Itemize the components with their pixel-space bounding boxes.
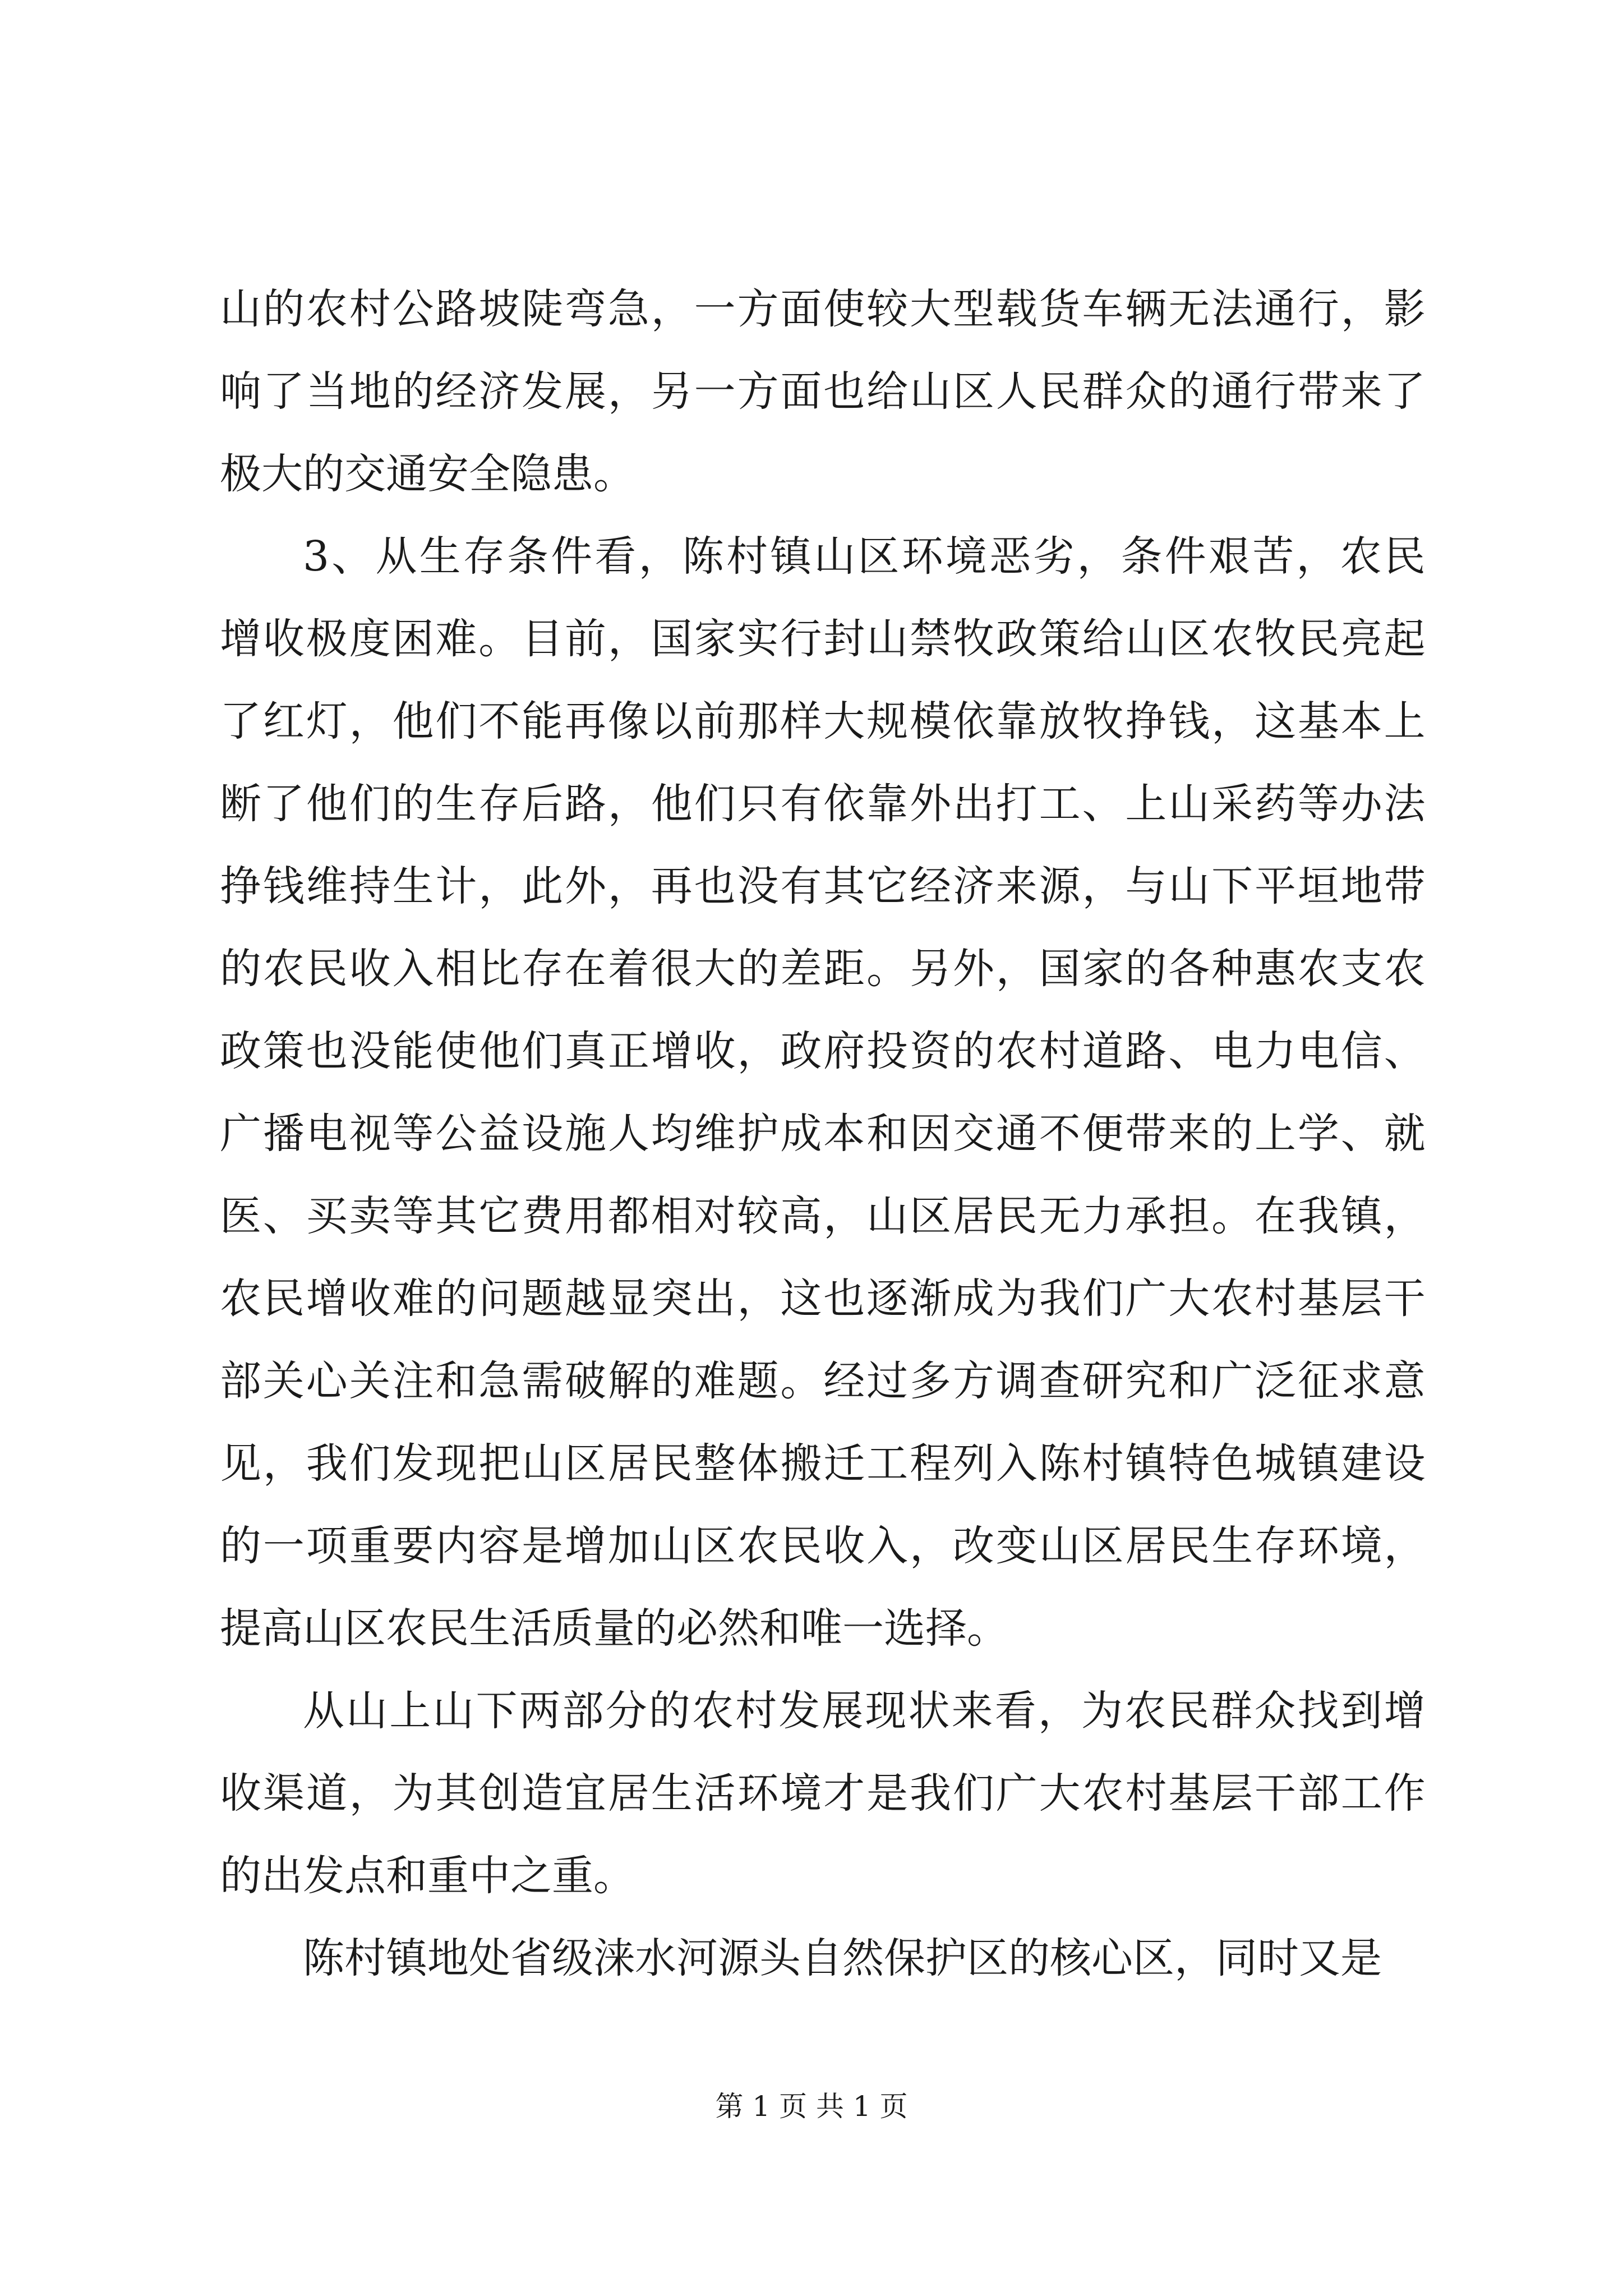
text-line: 挣 钱 维 持 生 计 ， 此 外 ， 再 也 没 有 其 它 经 济 来 源 ， 与 山 下 平 垣 地 带 [220, 862, 1426, 910]
paragraph [220, 1670, 1426, 1917]
text-line: 极大的交通安全隐患。 [220, 450, 635, 498]
text-line: 从 山 上 山 下 两 部 分 的 农 村 发 展 现 状 来 看 ， 为 农 民 群 众 找 到 增 [303, 1687, 1426, 1735]
paragraph [220, 1917, 1426, 2000]
text-line: 响 了 当 地 的 经 济 发 展 ， 另 一 方 面 也 给 山 区 人 民 群 众 的 通 行 带 来 了 [220, 367, 1426, 416]
text-line: 了 红 灯 ， 他 们 不 能 再 像 以 前 那 样 大 规 模 依 靠 放 牧 挣 钱 ， 这 基 本 上 [220, 697, 1426, 746]
text-line: 广 播 电 视 等 公 益 设 施 人 均 维 护 成 本 和 因 交 通 不 便 带 来 的 上 学 、 就 [220, 1110, 1426, 1158]
text-line: 收 渠 道 ， 为 其 创 造 宜 居 生 活 环 境 才 是 我 们 广 大 农 村 基 层 干 部 工 作 [220, 1769, 1426, 1818]
text-line: 陈村镇地处省级涞水河源头自然保护区的核心区，同时又是 [303, 1934, 1382, 1982]
paragraph [220, 516, 1426, 1670]
text-line: 政 策 也 没 能 使 他 们 真 正 增 收 ， 政 府 投 资 的 农 村 道 路 、 电 力 电 信 、 [220, 1027, 1426, 1075]
text-line: 断 了 他 们 的 生 存 后 路 ， 他 们 只 有 依 靠 外 出 打 工 、 上 山 采 药 等 办 法 [220, 780, 1426, 828]
text-line: 部 关 心 关 注 和 急 需 破 解 的 难 题 。 经 过 多 方 调 查 研 究 和 广 泛 征 求 意 [220, 1357, 1426, 1405]
text-line: 提高山区农民生活质量的必然和唯一选择。 [220, 1604, 1008, 1653]
text-line: 农 民 增 收 难 的 问 题 越 显 突 出 ， 这 也 逐 渐 成 为 我 们 广 大 农 村 基 层 干 [220, 1274, 1426, 1323]
text-line: 的 农 民 收 入 相 比 存 在 着 很 大 的 差 距 。 另 外 ， 国 家 的 各 种 惠 农 支 农 [220, 945, 1426, 993]
text-line: 的 一 项 重 要 内 容 是 增 加 山 区 农 民 收 入 ， 改 变 山 区 居 民 生 存 环 境 ， [220, 1522, 1426, 1570]
page-footer: 第 1 页 共 1 页 [715, 2090, 908, 2123]
text-line: 增 收 极 度 困 难 。 目 前 ， 国 家 实 行 封 山 禁 牧 政 策 给 山 区 农 牧 民 亮 起 [220, 615, 1426, 663]
document-body [220, 268, 1426, 2000]
paragraph [220, 268, 1426, 516]
text-line: 的出发点和重中之重。 [220, 1852, 635, 1900]
text-line: 3 、 从 生 存 条 件 看 ， 陈 村 镇 山 区 环 境 恶 劣 ， 条 件 艰 苦 ， 农 民 [303, 532, 1426, 581]
text-line: 医 、 买 卖 等 其 它 费 用 都 相 对 较 高 ， 山 区 居 民 无 力 承 担 。 在 我 镇 ， [220, 1192, 1426, 1240]
text-line: 山 的 农 村 公 路 坡 陡 弯 急 ， 一 方 面 使 较 大 型 载 货 车 辆 无 法 通 行 ， 影 [220, 285, 1426, 333]
text-line: 见 ， 我 们 发 现 把 山 区 居 民 整 体 搬 迁 工 程 列 入 陈 村 镇 特 色 城 镇 建 设 [220, 1439, 1426, 1488]
